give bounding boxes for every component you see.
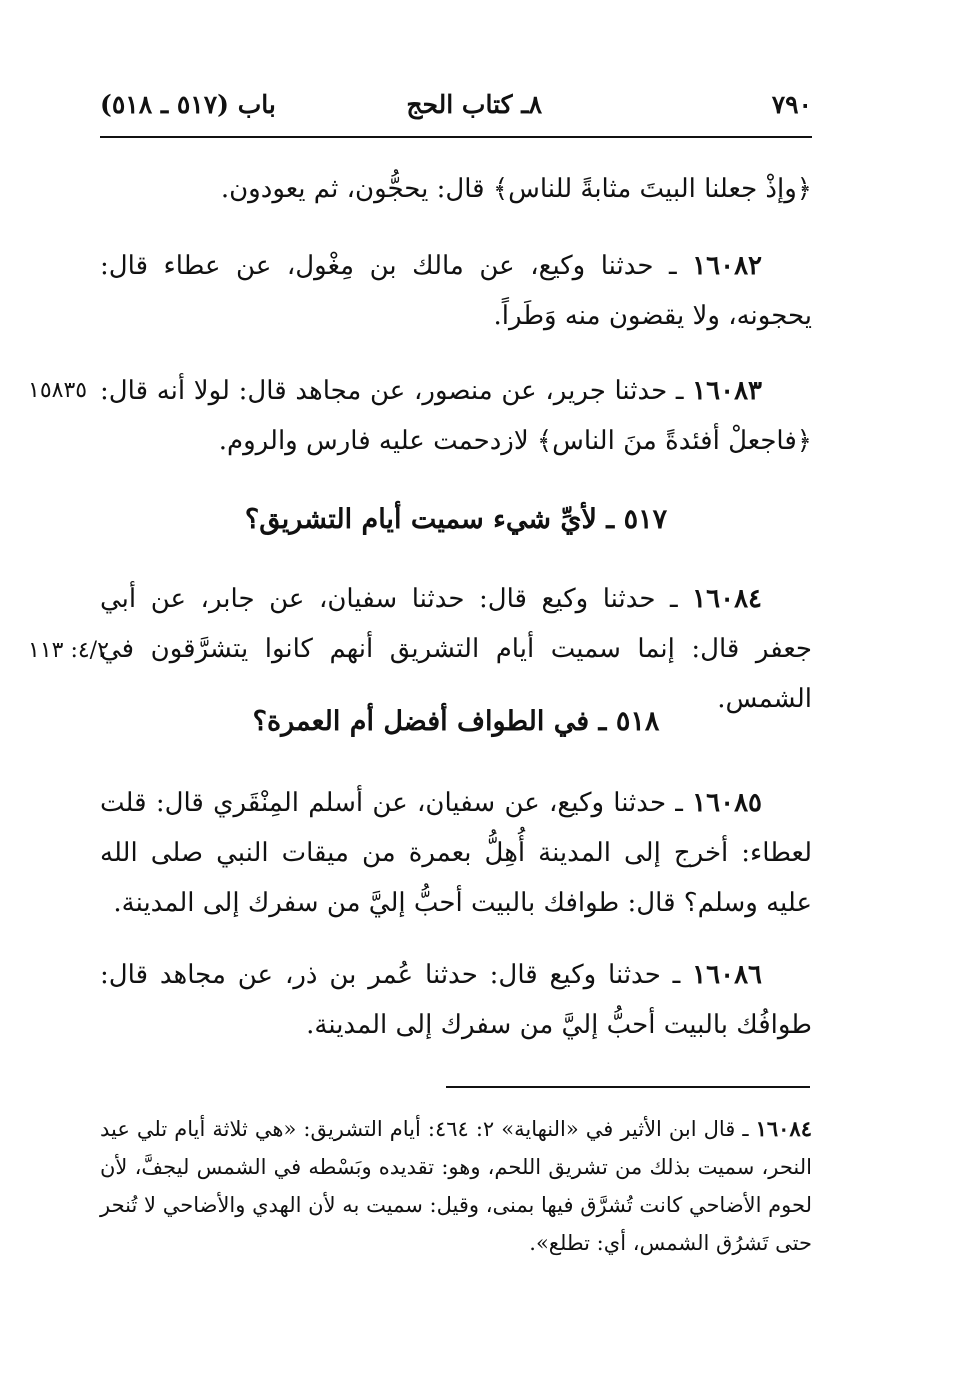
- footnote-number: ١٦٠٨٤: [755, 1116, 812, 1141]
- hadith-16084: [100, 574, 812, 724]
- hadith-16085: [100, 778, 812, 928]
- chapter-range: باب (٥١٧ ـ ٥١٨): [100, 90, 276, 119]
- margin-reference: ٤/٢: ١١٣: [28, 638, 109, 663]
- footnote: [100, 1110, 812, 1262]
- hadith-number: ١٦٠٨٦: [692, 960, 762, 990]
- hadith-text: ـ حدثنا وكيع قال: حدثنا عُمر بن ذر، عن مجاهد قال: طوافُك بالبيت أحبُّ إليَّ من سفرك إلى المدينة.: [100, 960, 812, 1040]
- book-title: ٨ـ كتاب الحج: [406, 90, 542, 119]
- paragraph-text: ﴿وإذْ جعلنا البيتَ مثابةً للناس﴾ قال: يحجُّون، ثم يعودون.: [220, 174, 812, 204]
- hadith-16083: [100, 366, 812, 466]
- section-title-517: ٥١٧ ـ لأيِّ شيء سميت أيام التشريق؟: [244, 504, 668, 535]
- page-number: ٧٩٠: [771, 90, 812, 119]
- header-rule: [100, 136, 812, 138]
- footnote-rule: [446, 1086, 810, 1088]
- paragraph-quran-verse: [100, 164, 812, 214]
- hadith-16082: [100, 241, 812, 341]
- hadith-number: ١٦٠٨٤: [692, 584, 762, 614]
- hadith-text: ـ حدثنا جرير، عن منصور، عن مجاهد قال: لولا أنه قال: ﴿فاجعلْ أفئدةً منَ الناس﴾ لازدحمت عليه فارس والروم.: [100, 376, 812, 456]
- hadith-text: ـ حدثنا وكيع، عن مالك بن مِغْول، عن عطاء قال: يحجونه، ولا يقضون منه وَطَراً.: [100, 251, 812, 331]
- hadith-text: ـ حدثنا وكيع، عن سفيان، عن أسلم المِنْقَري قال: قلت لعطاء: أخرج إلى المدينة أُهِلُّ بعمرة من ميقات النبي صلى الله عليه وسلم؟ قال: طوافك بالبيت أحبُّ إليَّ من سفرك إلى المدينة.: [100, 788, 812, 918]
- section-title-518: ٥١٨ ـ في الطواف أفضل أم العمرة؟: [252, 706, 660, 737]
- hadith-text: ـ حدثنا وكيع قال: حدثنا سفيان، عن جابر، عن أبي جعفر قال: إنما سميت أيام التشريق أنهم كانوا يتشرَّقون في الشمس.: [100, 584, 812, 714]
- hadith-16086: [100, 950, 812, 1050]
- footnote-text: ـ قال ابن الأثير في «النهاية» ٢: ٤٦٤: أيام التشريق: «هي ثلاثة أيام تلي عيد النحر، سميت بذلك من تشريق اللحم، وهو: تقديده وبَسْطه في الشمس ليجفَّ، لأن لحوم الأضاحي كانت تُشرَّق فيها بمنى، وقيل: سميت به لأن الهدي والأضاحي لا تُنحر حتى تَشرُق الشمس، أي: تطلع».: [100, 1117, 812, 1255]
- margin-reference: ١٥٨٣٥: [28, 378, 88, 403]
- page-header: [100, 82, 812, 130]
- hadith-number: ١٦٠٨٢: [692, 251, 763, 281]
- hadith-number: ١٦٠٨٣: [692, 376, 762, 406]
- hadith-number: ١٦٠٨٥: [692, 788, 762, 818]
